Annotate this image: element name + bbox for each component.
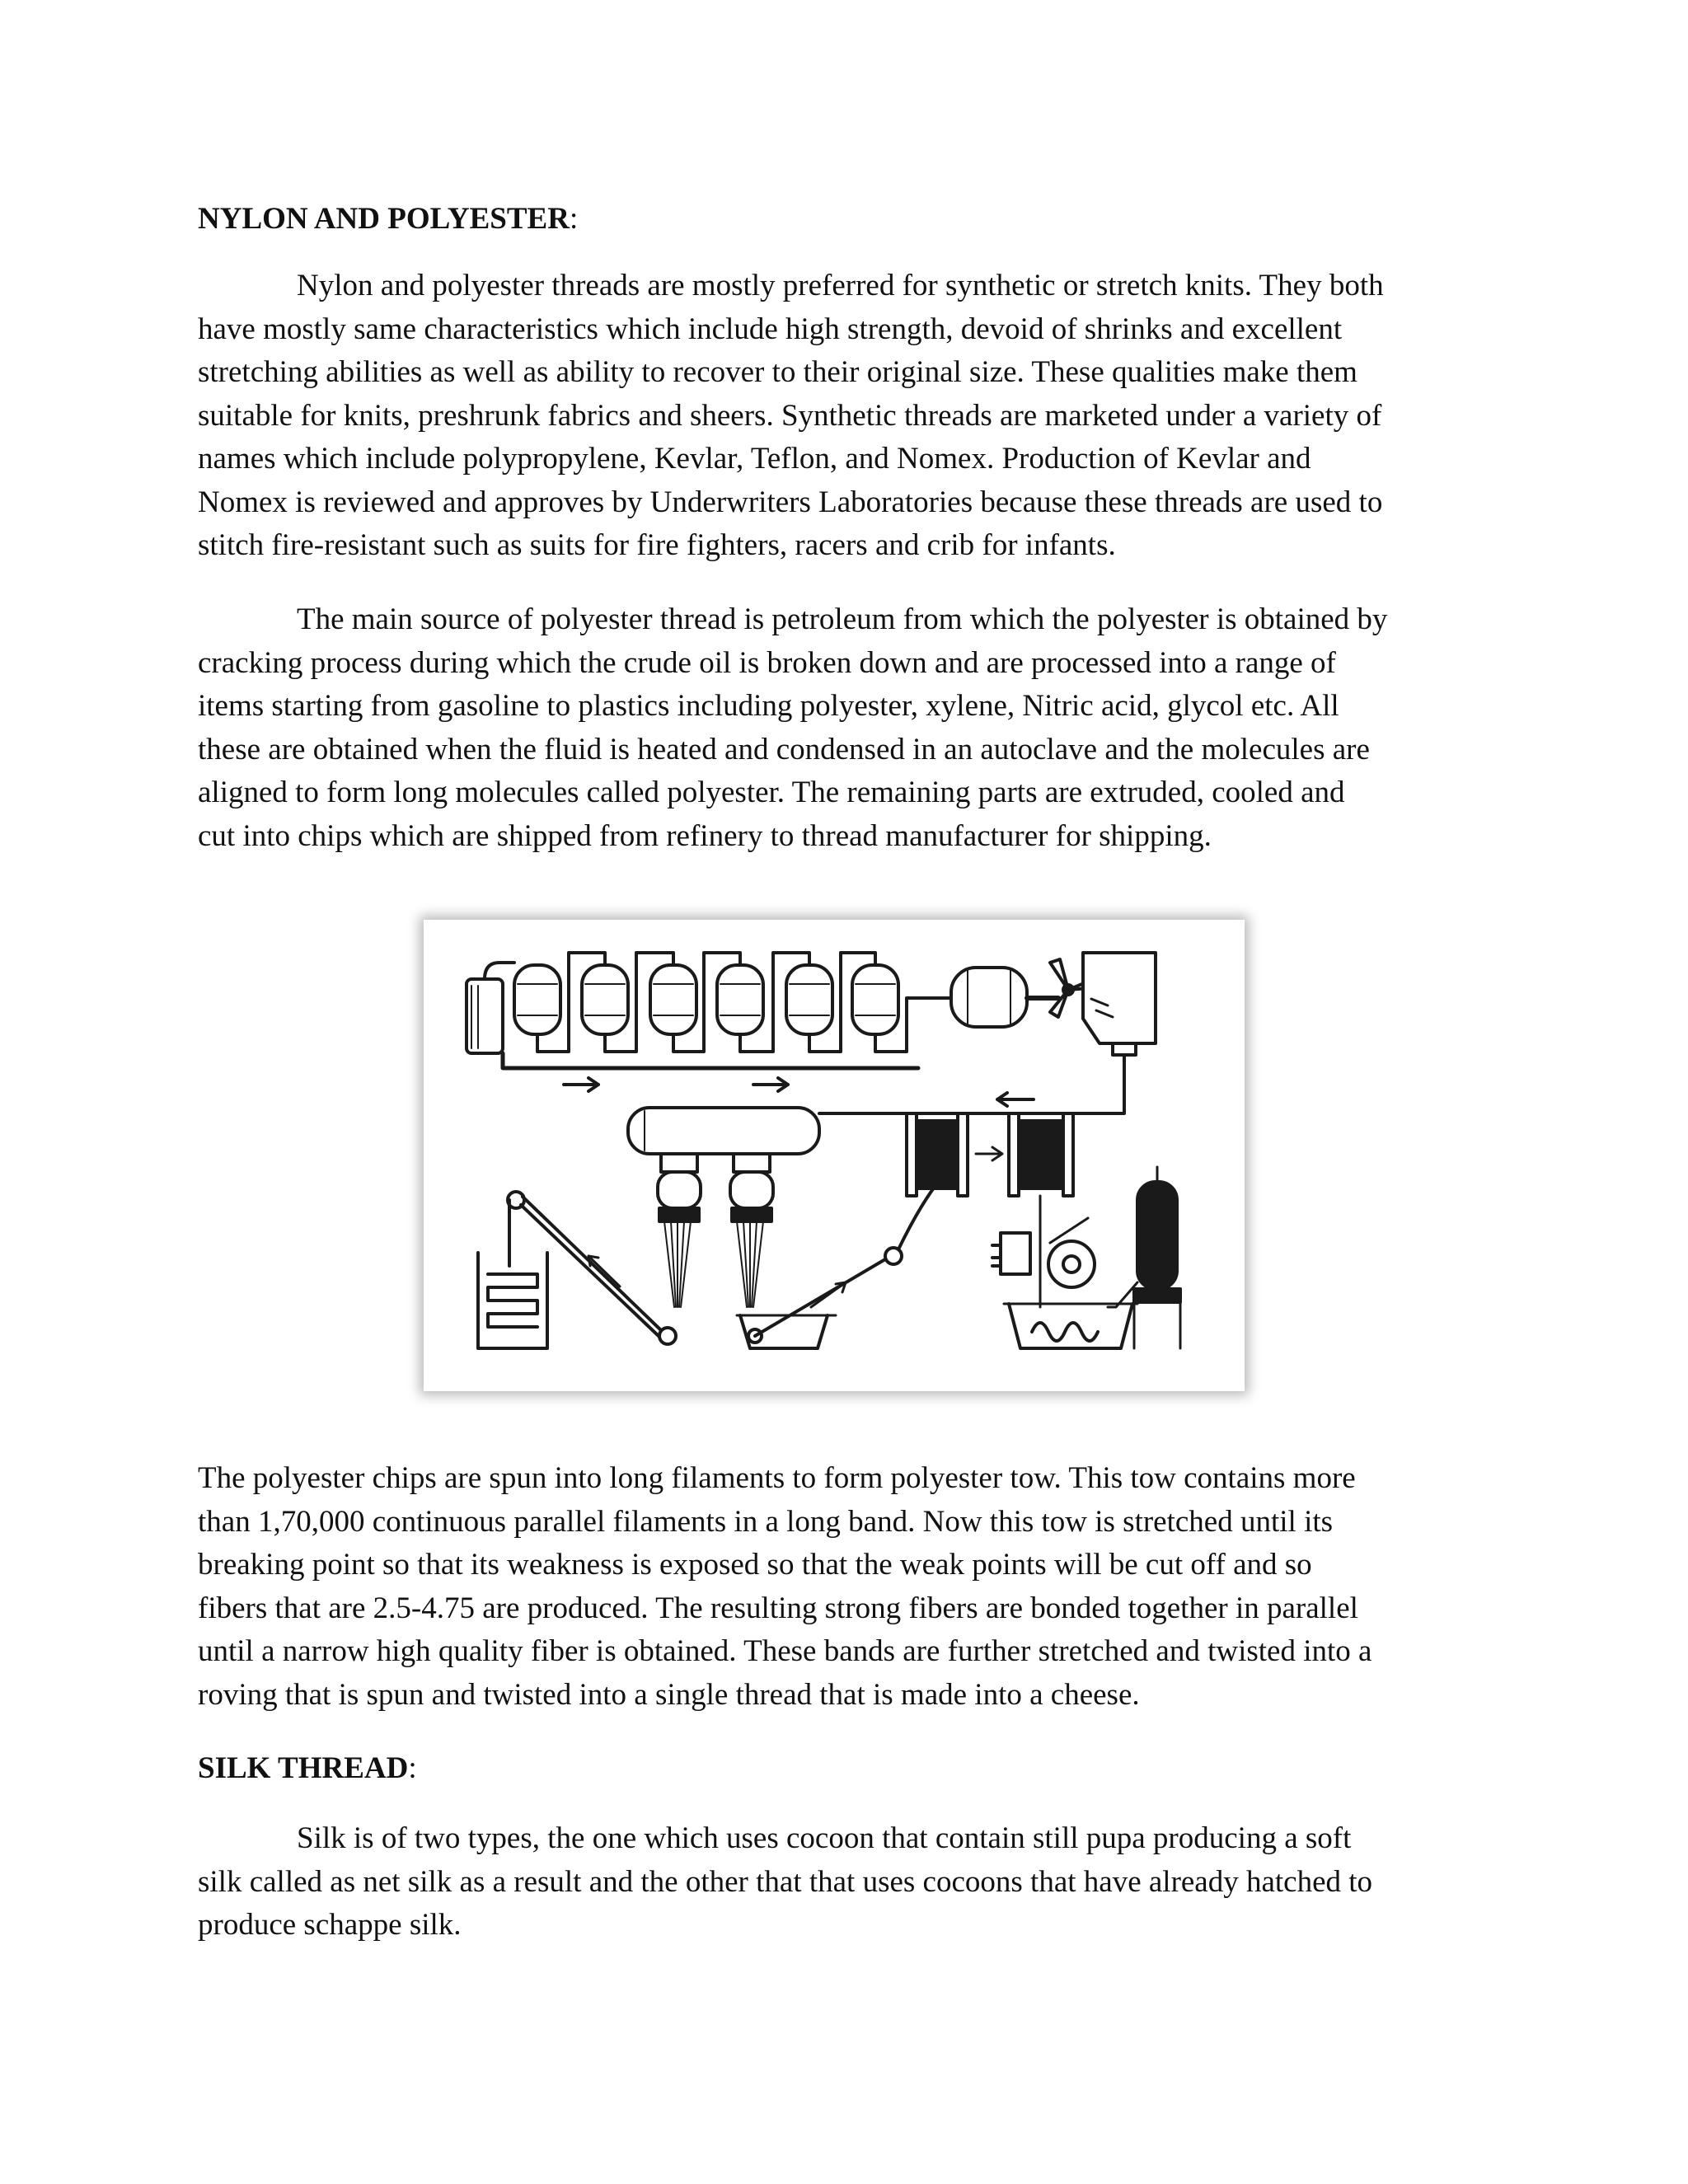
text-line: stretching abilities as well as ability to recover to their original size. These qualities make them xyxy=(198,355,1357,389)
heading-colon: : xyxy=(569,202,579,236)
text-line: breaking point so that its weakness is exposed so that the weak points will be cut off and so xyxy=(198,1548,1312,1582)
section-heading-silk-thread xyxy=(198,1747,417,1790)
text-line: until a narrow high quality fiber is obtained. These bands are further stretched and twisted into a xyxy=(198,1634,1372,1668)
text-line: cracking process during which the crude oil is broken down and are processed into a range of xyxy=(198,645,1336,680)
text-line: fibers that are 2.5-4.75 are produced. The resulting strong fibers are bonded together in parallel xyxy=(198,1591,1358,1625)
heading-colon: : xyxy=(408,1751,417,1785)
text-line: Nylon and polyester threads are mostly preferred for synthetic or stretch knits. They both xyxy=(297,269,1384,302)
paragraph-silk-types xyxy=(198,1817,1500,1947)
text-line: suitable for knits, preshrunk fabrics and sheers. Synthetic threads are marketed under a variety of xyxy=(198,398,1382,433)
heading-text: SILK THREAD xyxy=(198,1751,409,1785)
text-line: silk called as net silk as a result and the other that that uses cocoons that have already hatched to xyxy=(198,1864,1373,1899)
paragraph-nylon-polyester-intro xyxy=(198,265,1500,568)
text-line: The main source of polyester thread is petroleum from which the polyester is obtained by xyxy=(297,602,1388,636)
heading-text: NYLON AND POLYESTER xyxy=(198,202,570,236)
text-line: Nomex is reviewed and approves by Underwriters Laboratories because these threads are used to xyxy=(198,485,1383,519)
text-line: than 1,70,000 continuous parallel filaments in a long band. Now this tow is stretched until its xyxy=(198,1504,1334,1539)
text-line: stitch fire-resistant such as suits for fire fighters, racers and crib for infants. xyxy=(198,528,1116,562)
text-line: produce schappe silk. xyxy=(198,1908,462,1942)
text-line: have mostly same characteristics which include high strength, devoid of shrinks and excellent xyxy=(198,312,1343,346)
text-line: these are obtained when the fluid is heated and condensed in an autoclave and the molecules are xyxy=(198,732,1370,766)
polyester-production-diagram xyxy=(424,920,1245,1391)
text-line: names which include polypropylene, Kevlar, Teflon, and Nomex. Production of Kevlar and xyxy=(198,442,1311,476)
text-line: aligned to form long molecules called polyester. The remaining parts are extruded, cooled and xyxy=(198,776,1345,809)
section-heading-nylon-polyester xyxy=(198,198,578,241)
paragraph-polyester-source xyxy=(198,598,1500,858)
text-line: items starting from gasoline to plastics including polyester, xylene, Nitric acid, glycol etc. All xyxy=(198,689,1339,723)
text-line: Silk is of two types, the one which uses cocoon that contain still pupa producing a soft xyxy=(297,1821,1352,1855)
text-line: The polyester chips are spun into long filaments to form polyester tow. This tow contains more xyxy=(198,1461,1356,1495)
text-line: roving that is spun and twisted into a single thread that is made into a cheese. xyxy=(198,1677,1140,1712)
text-line: cut into chips which are shipped from refinery to thread manufacturer for shipping. xyxy=(198,818,1212,853)
polyester-production-process-diagram-icon xyxy=(424,920,1245,1391)
paragraph-polyester-tow xyxy=(198,1457,1500,1717)
